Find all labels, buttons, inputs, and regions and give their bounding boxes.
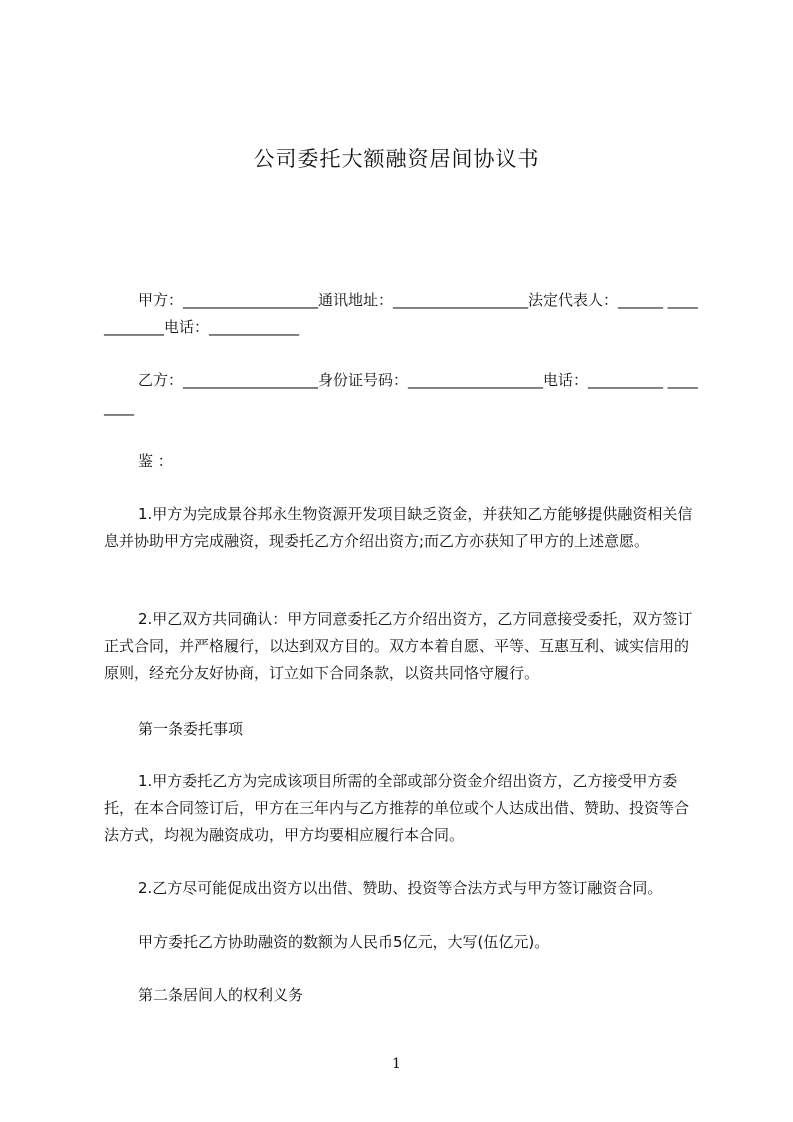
article-2-heading: 第二条居间人的权利义务 <box>138 986 304 1004</box>
recital-heading: 鉴 ： <box>138 452 173 470</box>
recital-item-1: 1.甲方为完成景谷邦永生物资源开发项目缺乏资金，并获知乙方能够提供融资相关信息并协助甲方完成融资，现委托乙方介绍出资方;而乙方亦获知了甲方的上述意愿。 <box>104 505 693 550</box>
amount-clause: 甲方委托乙方协助融资的数额为人民币5亿元，大写(伍亿元)。 <box>138 933 550 951</box>
page-title: 公司委托大额融资居间协议书 <box>253 147 540 171</box>
article-1-item-1: 1.甲方委托乙方为完成该项目所需的全部或部分资金介绍出资方，乙方接受甲方委托，在本合同签订后，甲方在三年内与乙方推荐的单位或个人达成出借、赞助、投资等合法方式，均视为融资成功，甲方均要相应履行本合同。 <box>104 772 690 844</box>
party-a-line: 甲方：__________________通讯地址：__________________法定代表人：______ ____________电话：____________ <box>104 291 698 336</box>
page-number: 1 <box>392 1056 401 1072</box>
party-b-line: 乙方：__________________身份证号码：__________________电话：__________ ________ <box>104 371 698 416</box>
article-1-item-2: 2.乙方尽可能促成出资方以出借、赞助、投资等合法方式与甲方签订融资合同。 <box>138 879 663 897</box>
article-1-heading: 第一条委托事项 <box>138 720 244 738</box>
recital-item-2: 2.甲乙双方共同确认：甲方同意委托乙方介绍出资方，乙方同意接受委托，双方签订正式合同，并严格履行，以达到双方目的。双方本着自愿、平等、互惠互利、诚实信用的原则，经充分友好协商，订立如下合同条款，以资共同恪守履行。 <box>104 610 693 682</box>
